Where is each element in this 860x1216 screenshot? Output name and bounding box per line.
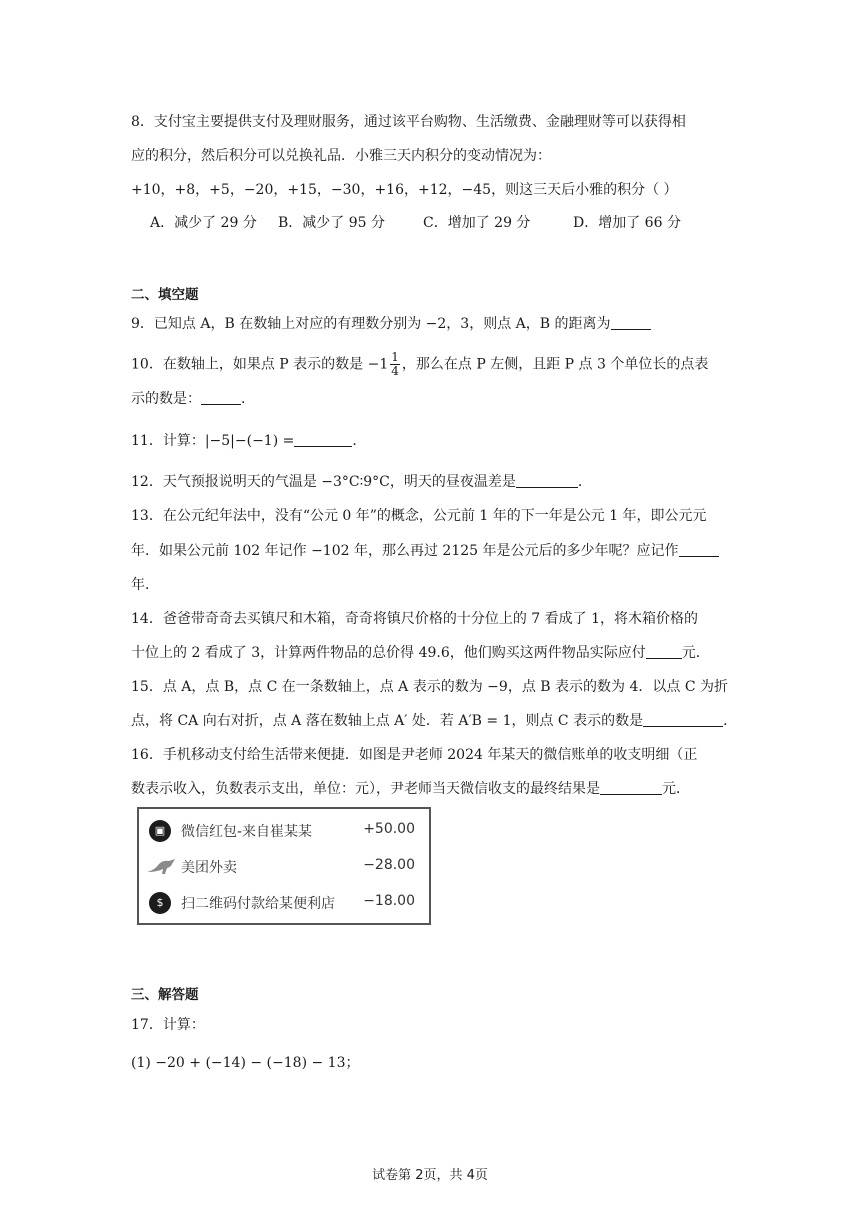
- q16-line2: [131, 779, 690, 799]
- q10-line2: 示的数是： ．: [131, 391, 255, 407]
- page-footer: 试卷第 2页，共 4页: [372, 1168, 488, 1183]
- q11: 11．计算：|−5|−(−1) = ．: [131, 433, 367, 449]
- q13-blank: [679, 542, 719, 557]
- q8-option-d: D．增加了 66 分: [573, 215, 681, 231]
- q11-blank: [294, 432, 352, 447]
- q13-line3: 年．: [131, 577, 159, 593]
- q17-part1: (1) −20 + (−14) − (−18) − 13；: [131, 1055, 360, 1071]
- q13-line1: 13．在公元纪年法中，没有“公元 0 年”的概念，公元前 1 年的下一年是公元 1 年，即公元元: [131, 508, 707, 524]
- q16-line2-end: 元．: [662, 781, 690, 797]
- q10-post: ，那么在点 P 左侧，且距 P 点 3 个单位长的点表: [401, 356, 709, 373]
- q15-line2-text: 点，将 CA 向右对折，点 A 落在数轴上点 A′ 处．若 A′B = 1，则点 C 表示的数是: [131, 713, 644, 729]
- q8-line1: 8．支付宝主要提供支付及理财服务，通过该平台购物、生活缴费、金融理财等可以获得相: [131, 114, 686, 130]
- q14-blank: [646, 644, 682, 659]
- q15-blank: [643, 712, 723, 727]
- q9-text: 9．已知点 A，B 在数轴上对应的有理数分别为 −2，3，则点 A，B 的距离为: [131, 316, 611, 332]
- q8-option-b: B．减少了 95 分: [278, 215, 386, 231]
- q14-line2-text: 十位上的 2 看成了 3，计算两件物品的总价得 49.6，他们购买这两件物品实际应付: [131, 645, 646, 661]
- q9-blank: [611, 315, 651, 330]
- bill-row: [139, 885, 429, 921]
- section-answer-title: 三、解答题: [131, 987, 199, 1003]
- q12-blank: [516, 473, 578, 488]
- q10-pre: 10．在数轴上，如果点 P 表示的数是 −1: [131, 356, 389, 373]
- bill-row-label: 扫二维码付款给某便利店: [181, 896, 335, 912]
- bill-row-amount: −18.00: [363, 893, 415, 909]
- money-bag-icon: $: [149, 892, 171, 914]
- bill-row: [139, 813, 429, 849]
- q14-line2-end: 元．: [681, 645, 710, 661]
- q10-blank: [201, 390, 241, 405]
- q17-title: 17．计算：: [131, 1017, 205, 1033]
- q12-text: 12．天气预报说明天的气温是 −3°C∶9°C，明天的昼夜温差是: [131, 474, 516, 490]
- q14-line1: 14．爸爸带奇奇去买镇尺和木箱，奇奇将镇尺价格的十分位上的 7 看成了 1，将木箱价格的: [131, 611, 698, 627]
- q15-line1: 15．点 A，点 B，点 C 在一条数轴上，点 A 表示的数为 −9，点 B 表示的数为 4．以点 C 为折: [131, 679, 728, 695]
- bill-row: [139, 849, 429, 885]
- q10-fraction: [390, 351, 400, 378]
- q10-line2-text: 示的数是：: [131, 391, 201, 407]
- q8-option-a: A．减少了 29 分: [150, 215, 257, 231]
- q13-line2-text: 年．如果公元前 102 年记作 −102 年，那么再过 2125 年是公元后的多少年呢？应记作: [131, 543, 679, 559]
- red-packet-icon: ▣: [149, 820, 171, 842]
- q13-line2: [131, 541, 719, 561]
- section-fill-in-title: 二、填空题: [131, 287, 199, 303]
- q12: 12．天气预报说明天的气温是 −3°C∶9°C，明天的昼夜温差是 ．: [131, 474, 592, 490]
- bill-row-label: 微信红包-来自崔某某: [181, 824, 313, 840]
- q10-line1: [131, 351, 708, 378]
- q8-line2: 应的积分，然后积分可以兑换礼品．小雅三天内积分的变动情况为：: [131, 148, 551, 164]
- q8-options: [150, 213, 681, 233]
- q16-line1: 16．手机移动支付给生活带来便捷．如图是尹老师 2024 年某天的微信账单的收支明细（正: [131, 747, 698, 763]
- bill-row-label: 美团外卖: [181, 860, 237, 876]
- bill-row-amount: −28.00: [363, 857, 415, 873]
- q9: [131, 314, 651, 334]
- q15-line2: 点，将 CA 向右对折，点 A 落在数轴上点 A′ 处．若 A′B = 1，则点 C 表示的数是 ．: [131, 713, 738, 729]
- q10-frac-num: 1: [391, 350, 399, 364]
- kangaroo-icon: [145, 858, 177, 876]
- q16-line2-text: 数表示收入，负数表示支出，单位：元），尹老师当天微信收支的最终结果是: [131, 781, 600, 797]
- q11-text: 11．计算：|−5|−(−1) =: [131, 433, 295, 449]
- q8-line3: +10，+8，+5，−20，+15，−30，+16，+12，−45，则这三天后小雅的积分（ ）: [131, 182, 678, 198]
- wechat-bill-figure: [137, 807, 431, 925]
- q8-option-c: C．增加了 29 分: [423, 215, 531, 231]
- q10-frac-den: 4: [391, 364, 399, 378]
- q14-line2: [131, 643, 710, 663]
- q16-blank: [600, 780, 662, 795]
- bill-row-amount: +50.00: [363, 821, 415, 837]
